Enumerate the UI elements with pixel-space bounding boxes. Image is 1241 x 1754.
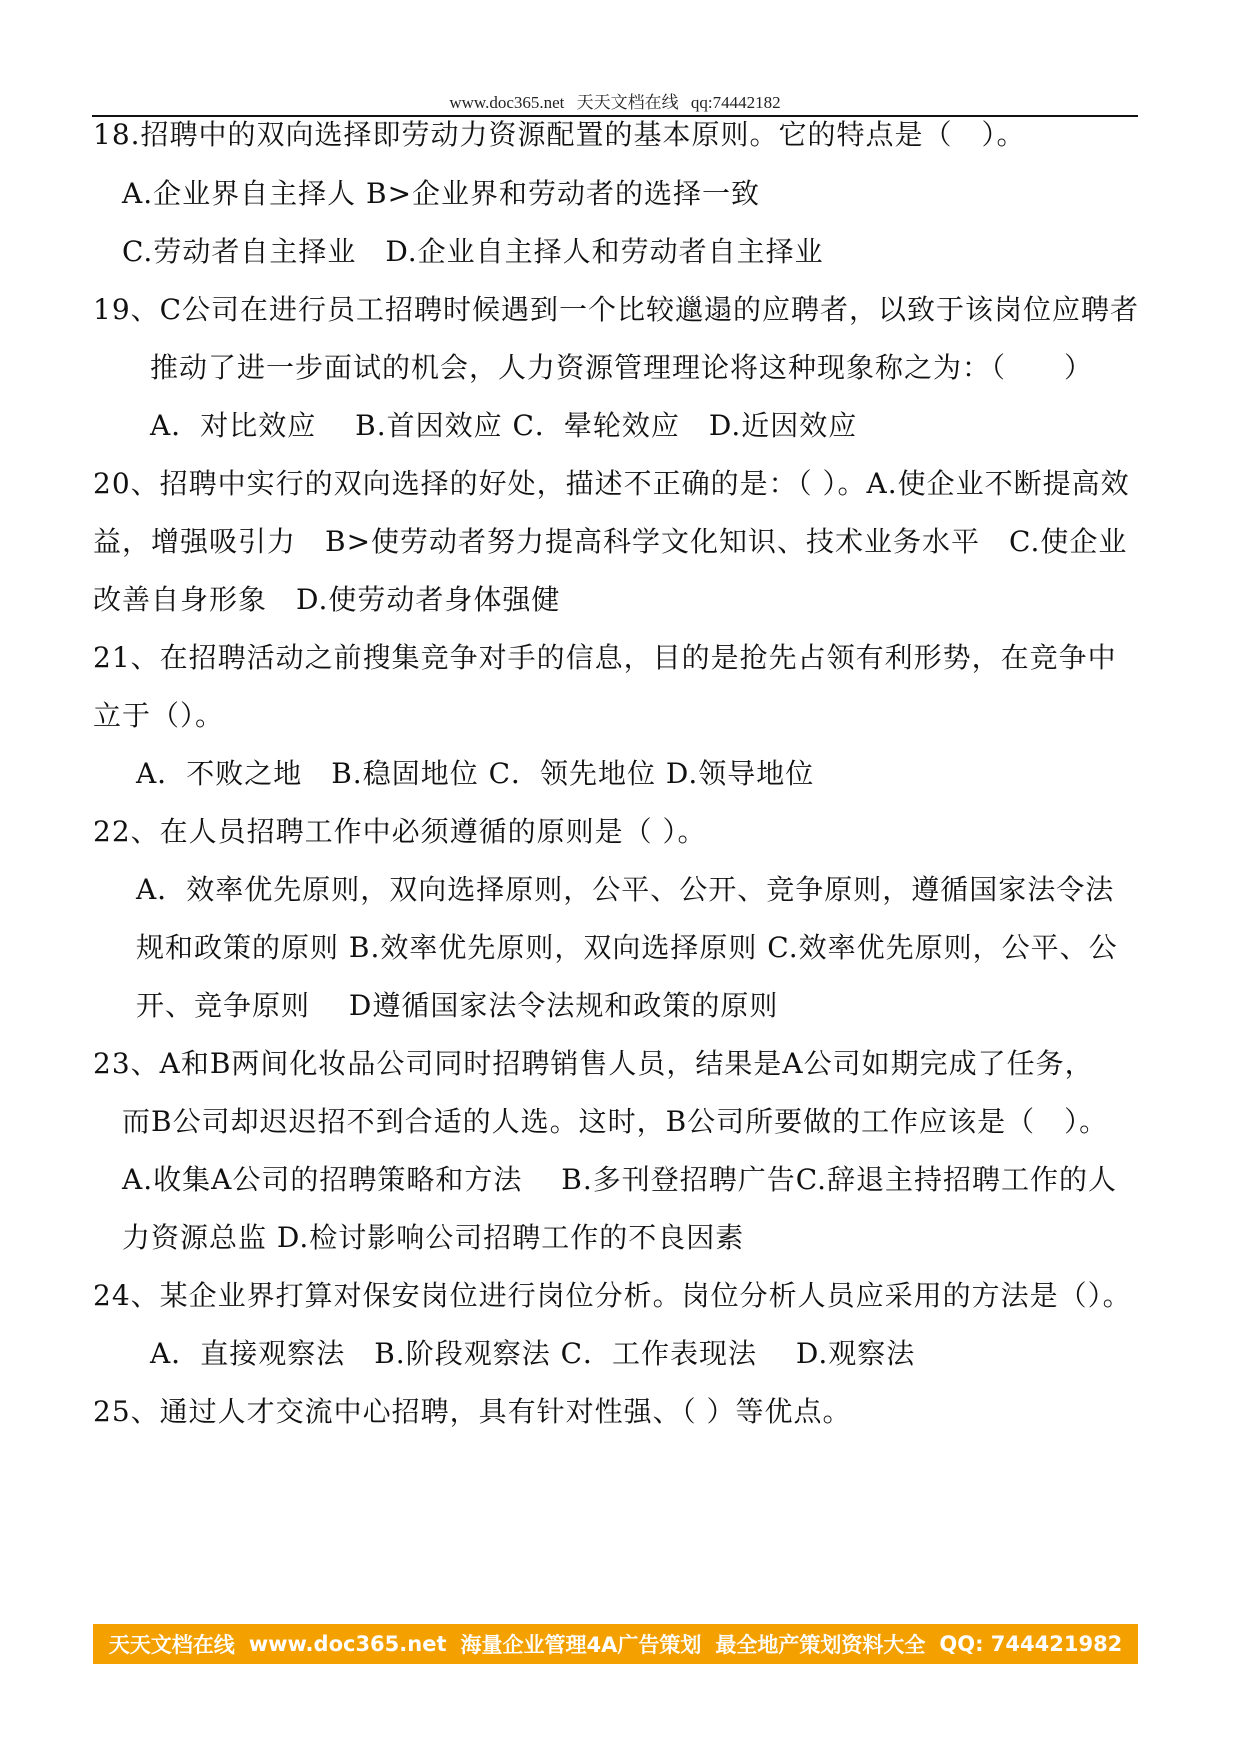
question-21: 21、在招聘活动之前搜集竞争对手的信息，目的是抢先占领有利形势，在竞争中	[93, 641, 1117, 674]
question-23-options-2: 力资源总监 D.检讨影响公司招聘工作的不良因素	[122, 1221, 745, 1254]
question-18: 18.招聘中的双向选择即劳动力资源配置的基本原则。它的特点是（ ）。	[93, 118, 1026, 151]
footer-ad-banner[interactable]	[93, 1624, 1138, 1664]
question-20: 20、招聘中实行的双向选择的好处，描述不正确的是：（ ）。A.使企业不断提高效	[93, 467, 1130, 500]
question-18-options-ab: A.企业界自主择人 B>企业界和劳动者的选择一致	[122, 177, 761, 210]
footer-site: www.doc365.net	[248, 1632, 447, 1656]
question-23-options-1: A.收集A公司的招聘策略和方法 B.多刊登招聘广告C.辞退主持招聘工作的人	[122, 1163, 1118, 1196]
question-19: 19、C公司在进行员工招聘时候遇到一个比较邋遢的应聘者，以致于该岗位应聘者	[93, 293, 1140, 326]
question-18-options-cd: C.劳动者自主择业 D.企业自主择人和劳动者自主择业	[122, 235, 824, 268]
header-qq: qq:74442182	[690, 93, 781, 112]
question-20-cont-2: 改善自身形象 D.使劳动者身体强健	[93, 583, 561, 616]
header-site: www.doc365.net	[449, 93, 565, 112]
question-19-options: A．对比效应 B.首因效应 C．晕轮效应 D.近因效应	[150, 409, 858, 442]
question-22-options-2: 规和政策的原则 B.效率优先原则，双向选择原则 C.效率优先原则，公平、公	[136, 931, 1118, 964]
page-header	[92, 88, 1138, 114]
header-name: 天天文档在线	[576, 93, 679, 112]
question-24: 24、某企业界打算对保安岗位进行岗位分析。岗位分析人员应采用的方法是（）。	[93, 1279, 1132, 1312]
question-19-cont: 推动了进一步面试的机会，人力资源管理理论将这种现象称之为：（ ）	[150, 351, 1094, 384]
question-24-options: A．直接观察法 B.阶段观察法 C．工作表现法 D.观察法	[150, 1337, 916, 1370]
footer-name: 天天文档在线	[108, 1633, 235, 1657]
question-21-options: A．不败之地 B.稳固地位 C．领先地位 D.领导地位	[136, 757, 815, 790]
question-22: 22、在人员招聘工作中必须遵循的原则是（ ）。	[93, 815, 707, 848]
question-22-options-3: 开、竞争原则 D遵循国家法令法规和政策的原则	[136, 989, 779, 1022]
footer-qq: QQ: 744421982	[939, 1632, 1123, 1656]
question-20-cont-1: 益，增强吸引力 B>使劳动者努力提高科学文化知识、技术业务水平 C.使企业	[93, 525, 1128, 558]
question-22-options-1: A．效率优先原则，双向选择原则，公平、公开、竞争原则，遵循国家法令法	[136, 873, 1115, 906]
question-23-cont: 而B公司却迟迟招不到合适的人选。这时，B公司所要做的工作应该是（ ）。	[122, 1105, 1109, 1138]
question-25: 25、通过人才交流中心招聘，具有针对性强、（ ）等优点。	[93, 1395, 852, 1428]
footer-slogan-1: 海量企业管理4A广告策划	[460, 1633, 702, 1657]
question-23: 23、A和B两间化妆品公司同时招聘销售人员，结果是A公司如期完成了任务，	[93, 1047, 1094, 1080]
footer-slogan-2: 最全地产策划资料大全	[715, 1633, 926, 1657]
question-21-cont: 立于（）。	[93, 699, 225, 732]
